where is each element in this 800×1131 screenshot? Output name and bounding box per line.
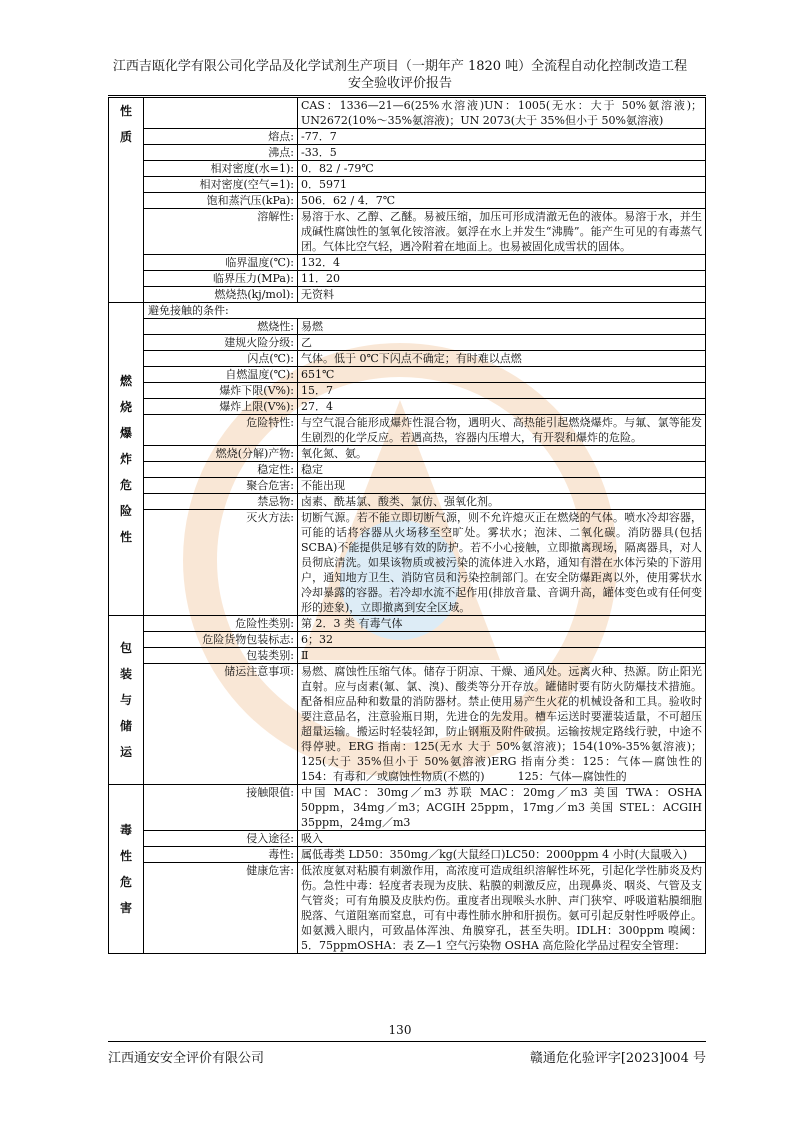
cas-value: CAS：1336—21—6(25%水溶液)UN：1005(无水：大于 50%氨溶液)；UN2672(10%～35%氨溶液)；UN 2073(大于 35%但小于 50%氨溶液): [298, 98, 706, 129]
footer-rule: [108, 1041, 706, 1042]
section-label-char: 炸: [119, 452, 132, 466]
table-row: [109, 335, 706, 351]
section-label-char: 性: [119, 849, 132, 863]
section-label-char: 运: [119, 745, 132, 759]
table-row: [109, 510, 706, 616]
table-row: [109, 399, 706, 415]
avoid-conditions-label: 避免接触的条件:: [144, 303, 706, 319]
table-row: [109, 367, 706, 383]
table-row: [109, 129, 706, 145]
table-row: [109, 255, 706, 271]
table-row: [109, 319, 706, 335]
section-label-char: 装: [119, 667, 132, 681]
property-value: 易燃、腐蚀性压缩气体。储存于阴凉、干燥、通风处。远离火种、热源。防止阳光直射。应与卤素(氟、氯、溴)、酸类等分开存放。罐储时要有防火防爆技术措施。配备相应品种和数量的消防器材。禁止使用易产生火花的机械设备和工具。验收时要注意品名，注意验瓶日期，先进仓的先发用。槽车运送时要灌装适量，不可超压超量运输。搬运时轻装轻卸，防止钢瓶及附件破损。运输按规定路线行驶，中途不得停驶。ERG 指南：125(无水 大于 50%氨溶液)；154(10%-35%氨溶液)；125(大于 35%但小于 50%氨溶液)ERG 指南分类：125：气体—腐蚀性的 154：有毒和／或腐蚀性物质(不燃的) 125：气体—腐蚀性的: [298, 664, 706, 785]
property-value: -77．7: [298, 129, 706, 145]
property-value: 氧化氮、氨。: [298, 446, 706, 462]
property-value: 乙: [298, 335, 706, 351]
table-row: [109, 446, 706, 462]
section-label-storage: [109, 616, 144, 785]
footer-report-number: 赣通危化验评字[2023]004 号: [529, 1051, 706, 1066]
table-row: [109, 271, 706, 287]
property-label: 燃烧性:: [144, 319, 298, 335]
property-label: 毒性:: [144, 847, 298, 863]
section-label-char: 储: [119, 719, 132, 733]
property-value: 易溶于水、乙醇、乙醚。易被压缩，加压可形成清澈无色的液体。易溶于水，并生成碱性腐蚀性的氢氧化铵溶液。氨浮在水上并发生“沸腾”。能产生可见的有毒蒸气团。气体比空气轻，遇冷附着在地面上。也易被固化成雪状的固体。: [298, 209, 706, 255]
property-label: 相对密度(水=1):: [144, 161, 298, 177]
table-row: [109, 648, 706, 664]
table-row: [109, 478, 706, 494]
property-label: 燃烧(分解)产物:: [144, 446, 298, 462]
section-label-char: 险: [119, 504, 132, 518]
property-value: 低浓度氨对粘膜有刺激作用，高浓度可造成组织溶解性坏死，引起化学性肺炎及灼伤。急性中毒：轻度者表现为皮肤、粘膜的刺激反应，出现鼻炎、咽炎、气管及支气管炎；可有角膜及皮肤灼伤。重度者出现喉头水肿、声门狭窄、呼吸道粘膜细胞脱落、气道阻塞而窒息，可有中毒性肺水肿和肝损伤。氨可引起反射性呼吸停止。如氨溅入眼内，可致晶体浑浊、角膜穿孔，甚至失明。IDLH：300ppm 嗅阈：5．75ppmOSHA：表 Z—1 空气污染物 OSHA 高危险化学品过程安全管理：: [298, 863, 706, 954]
property-label: 危险特性:: [144, 415, 298, 446]
property-label: 储运注意事项:: [144, 664, 298, 785]
table-row: [109, 785, 706, 831]
property-value: 651℃: [298, 367, 706, 383]
property-value: Ⅱ: [298, 648, 706, 664]
footer-company: 江西通安安全评价有限公司: [108, 1051, 265, 1066]
table-row: [109, 161, 706, 177]
property-value: 属低毒类 LD50：350mg／kg(大鼠经口)LC50：2000ppm 4 小时(大鼠吸入): [298, 847, 706, 863]
table-row: [109, 462, 706, 478]
property-value: 506．62 / 4．7℃: [298, 193, 706, 209]
property-label: 爆炸下限(V%):: [144, 383, 298, 399]
property-label: 禁忌物:: [144, 494, 298, 510]
table-row: [109, 847, 706, 863]
section-label-char: 性: [119, 104, 132, 118]
table-row: [109, 415, 706, 446]
section-label-char: 爆: [119, 426, 132, 440]
table-row: [109, 177, 706, 193]
section-label-char: 危: [119, 478, 132, 492]
table-row: [109, 209, 706, 255]
property-label: 燃烧热(kj/mol):: [144, 287, 298, 303]
property-label: 熔点:: [144, 129, 298, 145]
table-row: [109, 494, 706, 510]
table-row: [109, 145, 706, 161]
table-row: [109, 632, 706, 648]
section-label-char: 质: [119, 130, 132, 144]
table-row: [109, 383, 706, 399]
property-label: 临界压力(MPa):: [144, 271, 298, 287]
property-value: 11．20: [298, 271, 706, 287]
property-value: 无资料: [298, 287, 706, 303]
section-label-toxicity: [109, 785, 144, 954]
header-rule: [108, 95, 706, 96]
property-value: 第 2．3 类 有毒气体: [298, 616, 706, 632]
property-value: 稳定: [298, 462, 706, 478]
property-label: 溶解性:: [144, 209, 298, 255]
property-label: 接触限值:: [144, 785, 298, 831]
table-row: [109, 98, 706, 129]
table-row: [109, 193, 706, 209]
section-label-char: 包: [119, 641, 132, 655]
property-value: -33．5: [298, 145, 706, 161]
section-label-properties: [109, 98, 144, 303]
header-title: 江西吉瓯化学有限公司化学品及化学试剂生产项目（一期年产 1820 吨）全流程自动化控制改造工程: [112, 59, 688, 74]
section-label-char: 与: [119, 693, 132, 707]
property-label: [144, 98, 298, 129]
section-label-char: 危: [119, 875, 132, 889]
section-label-char: 毒: [119, 823, 132, 837]
table-row: [109, 664, 706, 785]
property-label: 饱和蒸汽压(kPa):: [144, 193, 298, 209]
property-label: 相对密度(空气=1):: [144, 177, 298, 193]
property-value: 27．4: [298, 399, 706, 415]
property-label: 闪点(℃):: [144, 351, 298, 367]
table-row: [109, 616, 706, 632]
property-label: 建规火险分级:: [144, 335, 298, 351]
table-row: [109, 863, 706, 954]
table-row: [109, 831, 706, 847]
property-value: 6；32: [298, 632, 706, 648]
property-value: 中国 MAC：30mg／m3 苏联 MAC：20mg／m3 美国 TWA：OSHA 50ppm，34mg／m3；ACGIH 25ppm，17mg／m3 美国 STEL：ACGIH 35ppm，24mg／m3: [298, 785, 706, 831]
header-subtitle: 安全验收评价报告: [347, 76, 452, 91]
property-label: 危险货物包装标志:: [144, 632, 298, 648]
msds-table: [108, 97, 706, 954]
property-label: 临界温度(℃):: [144, 255, 298, 271]
property-label: 沸点:: [144, 145, 298, 161]
document-header: [0, 58, 800, 92]
section-label-fire: [109, 303, 144, 616]
property-value: 不能出现: [298, 478, 706, 494]
property-label: 自燃温度(℃):: [144, 367, 298, 383]
section-label-char: 烧: [119, 400, 132, 414]
property-value: 0．5971: [298, 177, 706, 193]
property-label: 包装类别:: [144, 648, 298, 664]
page-number: 130: [388, 1023, 412, 1037]
property-label: 灭火方法:: [144, 510, 298, 616]
property-value: 0．82 / -79℃: [298, 161, 706, 177]
section-label-char: 害: [119, 901, 132, 915]
table-row: [109, 287, 706, 303]
section-label-char: 性: [119, 530, 132, 544]
table-row: [109, 351, 706, 367]
section-label-char: 燃: [119, 374, 132, 388]
property-label: 爆炸上限(V%):: [144, 399, 298, 415]
property-value: 易燃: [298, 319, 706, 335]
property-label: 聚合危害:: [144, 478, 298, 494]
property-label: 侵入途径:: [144, 831, 298, 847]
property-label: 稳定性:: [144, 462, 298, 478]
property-value: 15．7: [298, 383, 706, 399]
property-value: 132．4: [298, 255, 706, 271]
property-label: 健康危害:: [144, 863, 298, 954]
table-row: [109, 303, 706, 319]
property-value: 卤素、酰基氯、酸类、氯仿、强氧化剂。: [298, 494, 706, 510]
property-value: 切断气源。若不能立即切断气源，则不允许熄灭正在燃烧的气体。喷水冷却容器，可能的话将容器从火场移至空旷处。雾状水；泡沫、二氧化碳。消防器具(包括SCBA)不能提供足够有效的防护。若不小心接触，立即撤离现场，隔离器具，对人员彻底清洗。如果该物质或被污染的流体进入水路，通知有潜在水体污染的下游用户，通知地方卫生、消防官员和污染控制部门。在安全防爆距离以外，使用雾状水冷却暴露的容器。若冷却水流不起作用(排放音量、音调升高，罐体变色或有任何变形的迹象)，立即撤离到安全区域。: [298, 510, 706, 616]
property-value: 气体。低于 0℃下闪点不确定；有时难以点燃: [298, 351, 706, 367]
property-value: 吸入: [298, 831, 706, 847]
property-label: 危险性类别:: [144, 616, 298, 632]
property-value: 与空气混合能形成爆炸性混合物，遇明火、高热能引起燃烧爆炸。与氟、氯等能发生剧烈的化学反应。若遇高热，容器内压增大，有开裂和爆炸的危险。: [298, 415, 706, 446]
